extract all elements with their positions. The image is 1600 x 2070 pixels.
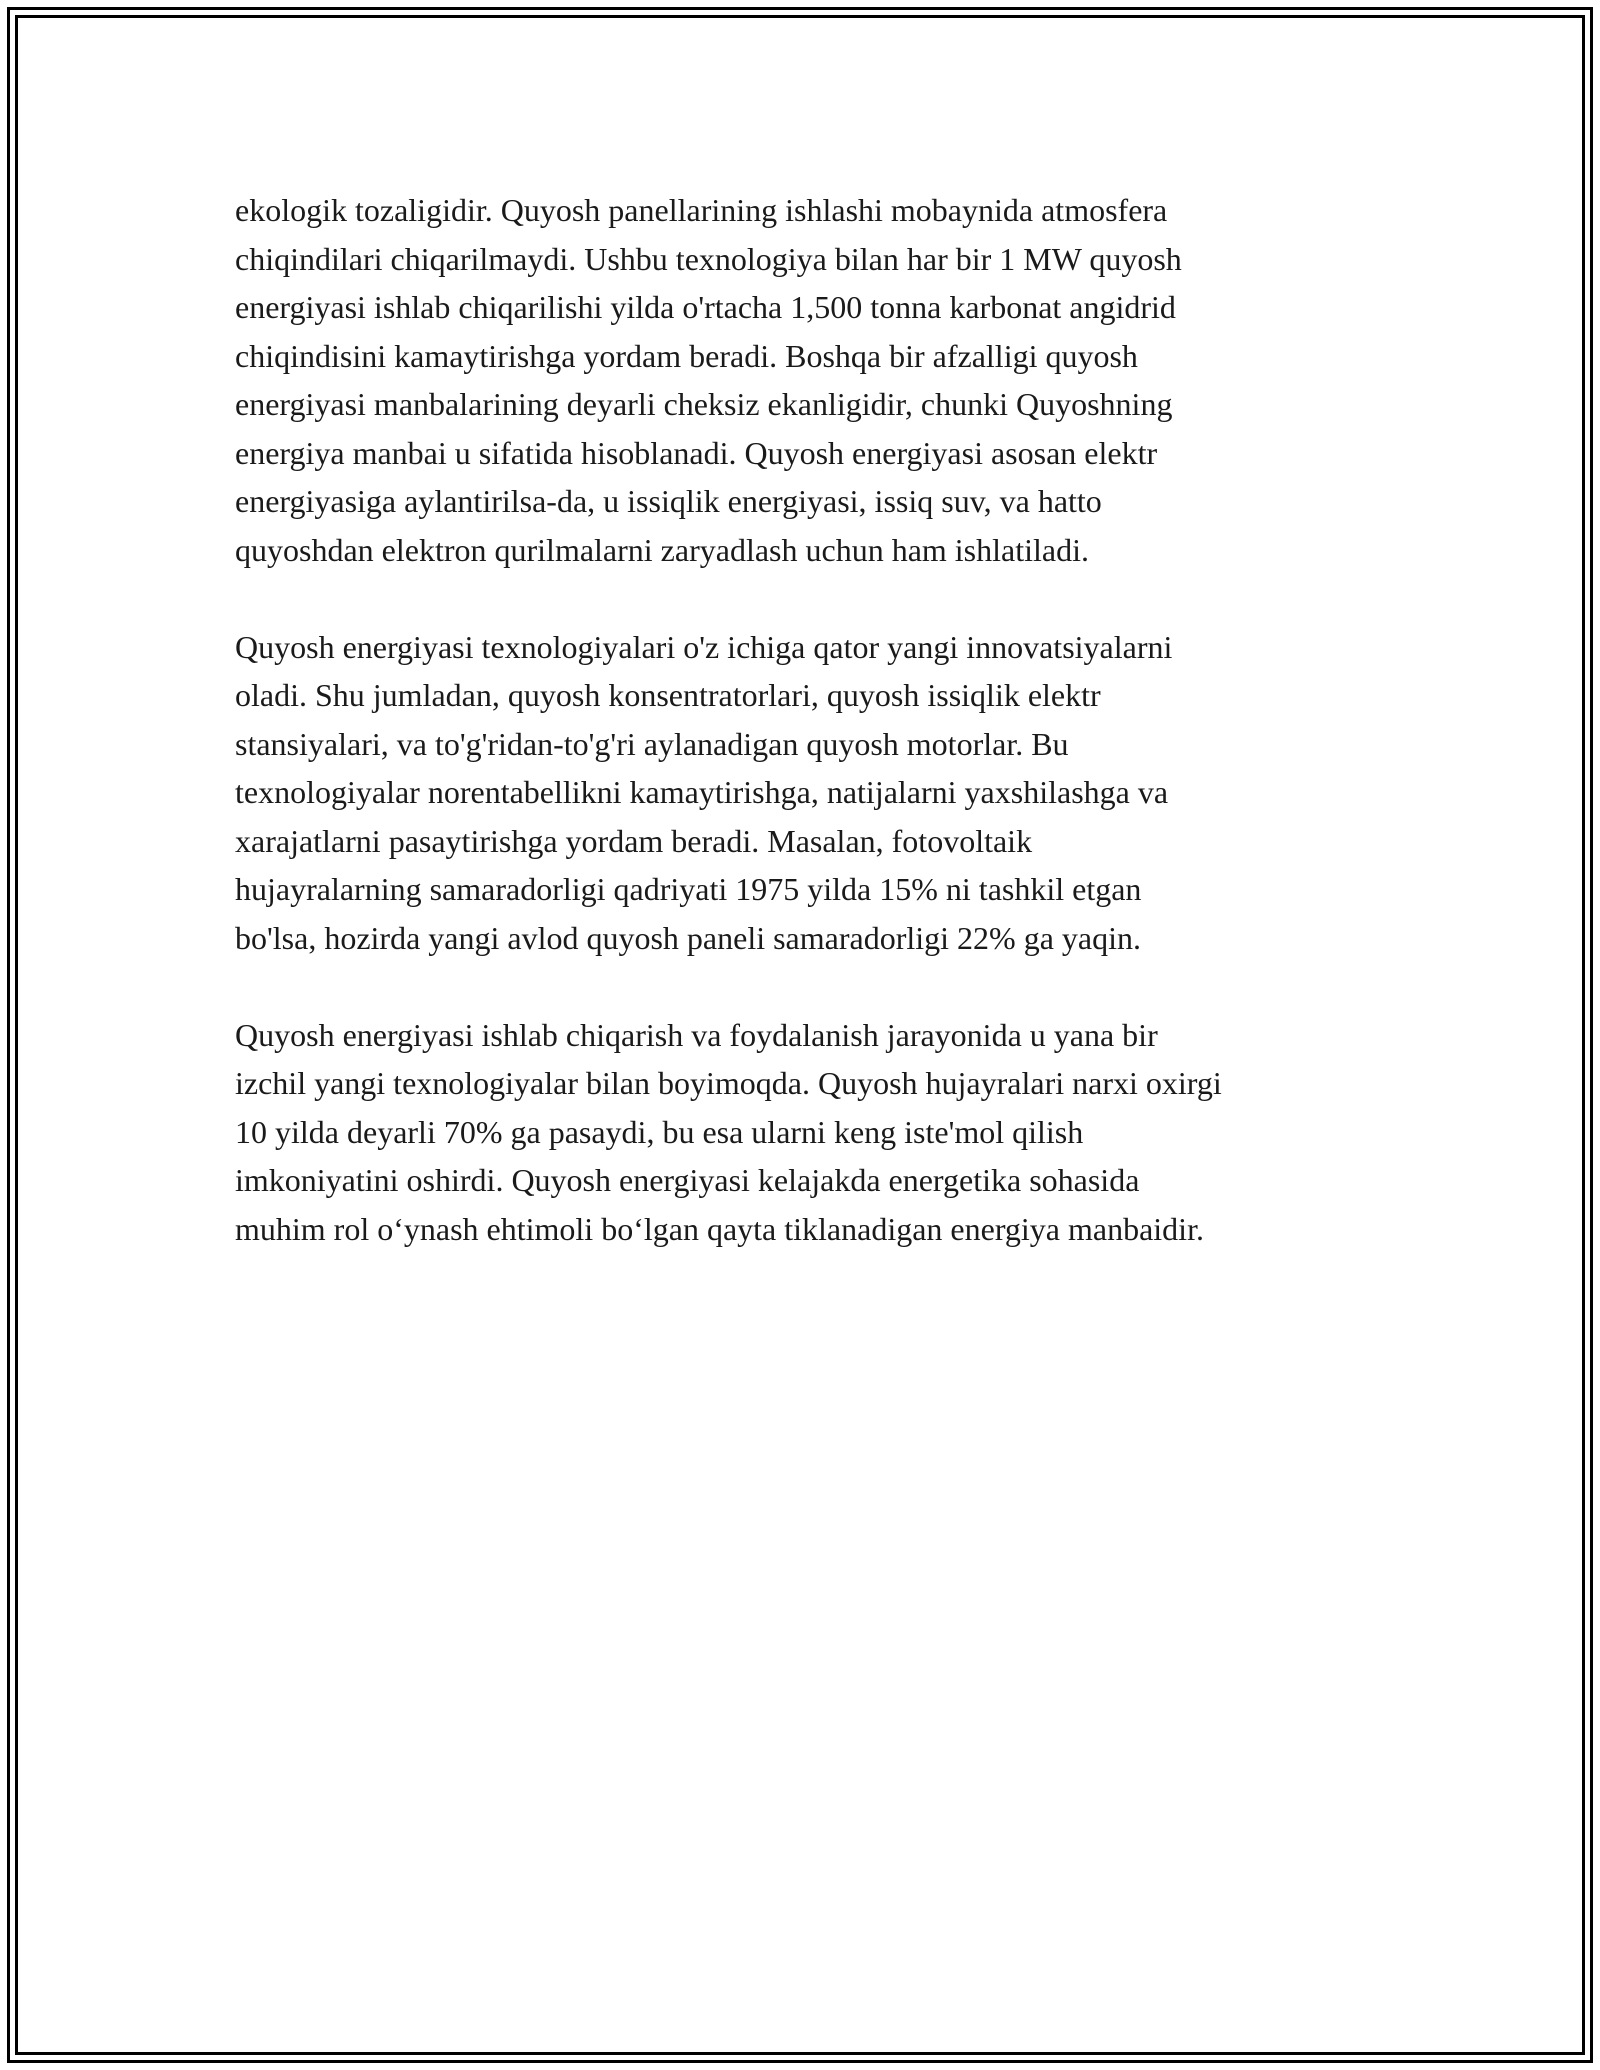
paragraph-2: Quyosh energiyasi texnologiyalari o'z ichiga qator yangi innovatsiyalarni oladi. Shu jumladan, quyosh konsentratorlari, quyosh issiqlik elektr stansiyalari, va to'g'ridan-to'g'ri aylanadigan quyosh motorlar. Bu texnologiyalar norentabellikni kamaytirishga, natijalarni yaxshilashga va xarajatlarni pasaytirishga yordam beradi. Masalan, fotovoltaik hujayralarning samaradorligi qadriyati 1975 yilda 15% ni tashkil etgan bo'lsa, hozirda yangi avlod quyosh paneli samaradorligi 22% ga yaqin. xyxy=(235,628,1173,956)
paragraph-3: Quyosh energiyasi ishlab chiqarish va foydalanish jarayonida u yana bir izchil yangi texnologiyalar bilan boyimoqda. Quyosh hujayralari narxi oxirgi 10 yilda deyarli 70% ga pasaydi, bu esa ularni keng iste'mol qilish imkoniyatini oshirdi. Quyosh energiyasi kelajakda energetika sohasida muhim rol o‘ynash ehtimoli bo‘lgan qayta tiklanadigan energiya manbaidir. xyxy=(235,1016,1222,1247)
document-body xyxy=(235,186,1395,1302)
paragraph-1: ekologik tozaligidir. Quyosh panellarining ishlashi mobaynida atmosfera chiqindilari chiqarilmaydi. Ushbu texnologiya bilan har bir 1 MW quyosh energiyasi ishlab chiqarilishi yilda o'rtacha 1,500 tonna karbonat angidrid chiqindisini kamaytirishga yordam beradi. Boshqa bir afzalligi quyosh energiyasi manbalarining deyarli cheksiz ekanligidir, chunki Quyoshning energiya manbai u sifatida hisoblanadi. Quyosh energiyasi asosan elektr energiyasiga aylantirilsa-da, u issiqlik energiyasi, issiq suv, va hatto quyoshdan elektron qurilmalarni zaryadlash uchun ham ishlatiladi. xyxy=(235,192,1182,568)
